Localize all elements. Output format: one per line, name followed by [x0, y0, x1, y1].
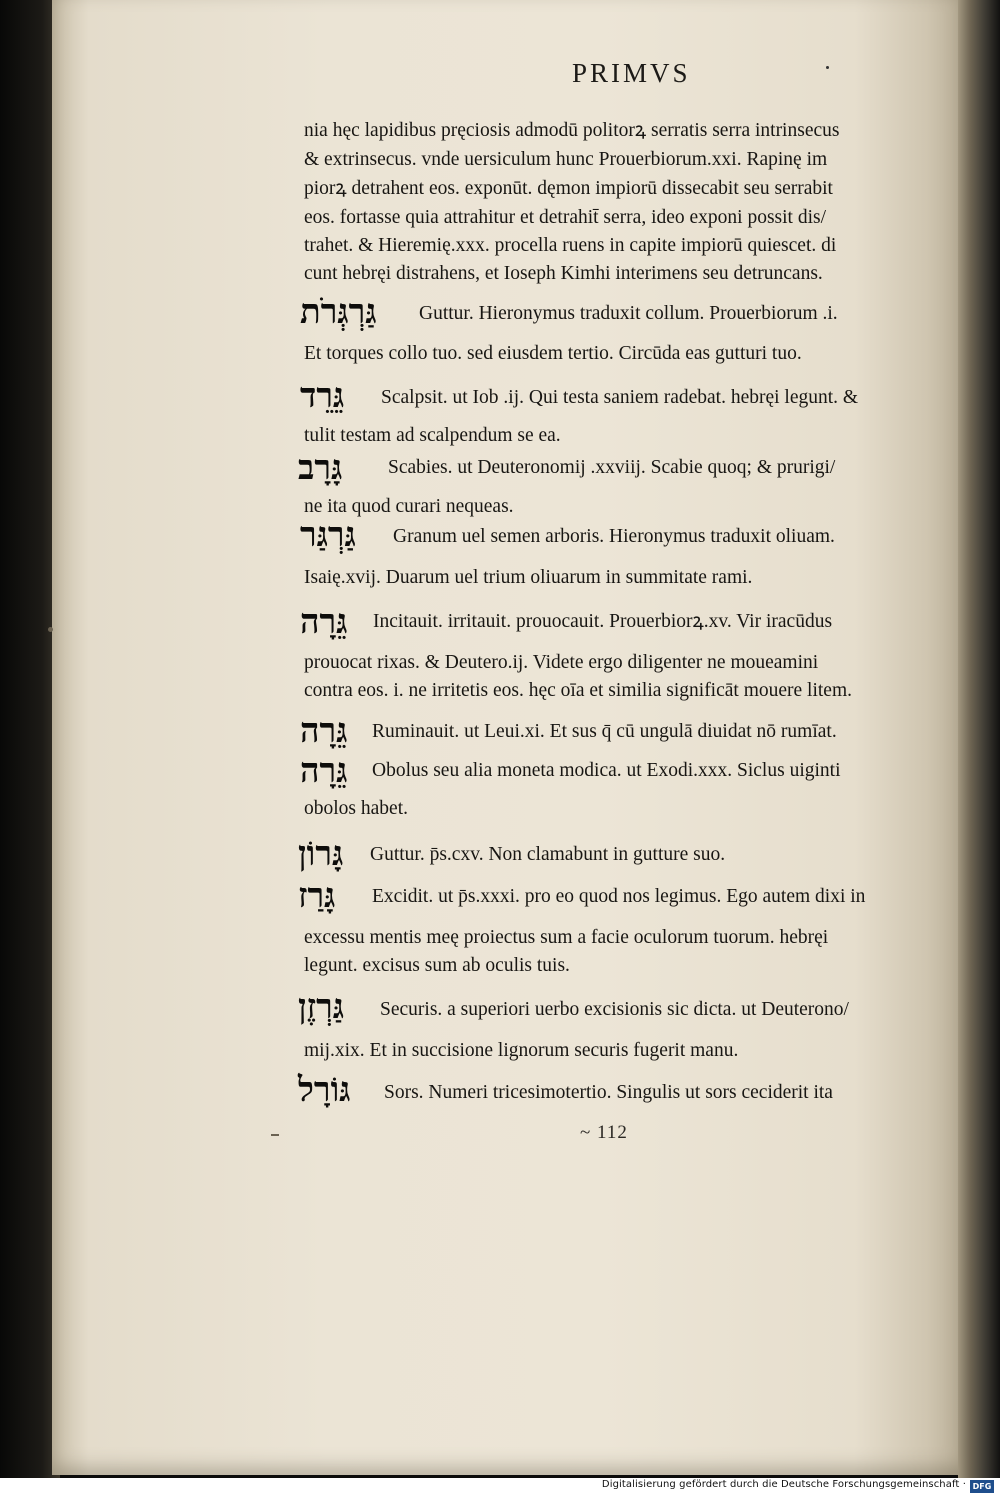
entry-line: Isaię.xvij. Duarum uel trium oliuarum in summitate rami. [304, 567, 753, 588]
hebrew-headword: גָּרַז [298, 876, 336, 916]
hebrew-headword: גֵּרֵד [300, 376, 345, 416]
entry-line: ne ita quod curari nequeas. [304, 496, 514, 517]
folio-value: 112 [597, 1122, 628, 1143]
entry-line: Guttur. p̄s.cxv. Non clamabunt in gutture suo. [370, 844, 726, 865]
hebrew-headword: גַּרְגַּר [300, 515, 356, 555]
folio-number: ~ 112 [580, 1122, 628, 1143]
entry-line: Excidit. ut p̄s.xxxi. pro eo quod nos legimus. Ego autem dixi in [372, 886, 866, 907]
entry-line: Et torques collo tuo. sed eiusdem tertio. Circūda eas gutturi tuo. [304, 343, 802, 364]
scan-right-edge [958, 0, 1000, 1480]
entry-line: Incitauit. irritauit. prouocauit. Prouerbiorꝝ.xv. Vir iracūdus [373, 611, 833, 632]
hebrew-headword: גֵּרָה [300, 711, 348, 751]
entry-line: Granum uel semen arboris. Hieronymus traduxit oliuam. [393, 526, 835, 547]
hebrew-headword: גֵּרָה [300, 751, 348, 791]
entry-line: obolos habet. [304, 798, 408, 819]
entry-line: Securis. a superiori uerbo excisionis sic dicta. ut Deuterono/ [380, 999, 849, 1020]
text-line: trahet. & Hieremię.xxx. procella ruens in capite impiorū quiescet. di [304, 235, 837, 256]
hebrew-headword: גַּרְגְּרֹת [300, 292, 377, 332]
hebrew-headword: גָּרוֹן [298, 834, 344, 874]
hebrew-headword: גַּרְזֶן [298, 987, 345, 1027]
entry-line: Guttur. Hieronymus traduxit collum. Prouerbiorum .i. [419, 303, 838, 324]
text-line: eos. fortasse quia attrahitur et detrahit̄ serra, ideo exponi possit dis/ [304, 207, 827, 228]
text-line: nia hęc lapidibus pręciosis admodū politorꝝ serratis serra intrinsecus [304, 120, 840, 141]
entry-line: contra eos. i. ne irritetis eos. hęc oīa et similia significāt mouere litem. [304, 680, 852, 701]
entry-line: legunt. excisus sum ab oculis tuis. [304, 955, 570, 976]
credit-text: Digitalisierung gefördert durch die Deutsche Forschungsgemeinschaft · [601, 1479, 966, 1490]
running-head: PRIMVS [572, 58, 691, 88]
stray-mark [271, 1134, 279, 1136]
stray-mark [48, 627, 53, 632]
entry-line: tulit testam ad scalpendum se ea. [304, 425, 561, 446]
hebrew-headword: גּוֹרָל [298, 1070, 351, 1110]
entry-line: Scabies. ut Deuteronomij .xxviij. Scabie quoq; & prurigi/ [388, 457, 836, 478]
credit-bar [0, 1478, 1000, 1496]
entry-line: Sors. Numeri tricesimotertio. Singulis ut sors ceciderit ita [384, 1082, 833, 1103]
dfg-logo: DFG [970, 1480, 994, 1493]
entry-line: mij.xix. Et in succisione lignorum securis fugerit manu. [304, 1040, 739, 1061]
scan-left-edge [0, 0, 60, 1480]
hebrew-headword: גָּרָב [298, 448, 343, 488]
entry-line: Obolus seu alia moneta modica. ut Exodi.xxx. Siclus uiginti [372, 760, 841, 781]
entry-line: excessu mentis meę proiectus sum a facie oculorum tuorum. hebręi [304, 927, 829, 948]
entry-line: Scalpsit. ut Iob .ij. Qui testa saniem radebat. hebręi legunt. & [381, 387, 859, 408]
entry-line: prouocat rixas. & Deutero.ij. Videte ergo diligenter ne moueamini [304, 652, 819, 673]
hebrew-headword: גֵּרָה [300, 602, 348, 642]
ornament-dot [826, 66, 829, 69]
text-line: cunt hebręi distrahens, et Ioseph Kimhi interimens seu detruncans. [304, 263, 823, 284]
entry-line: Ruminauit. ut Leui.xi. Et sus q̄ cū ungulā diuidat nō rumīat. [372, 721, 837, 742]
text-line: piorꝝ detrahent eos. exponūt. dęmon impiorū dissecabit seu serrabit [304, 178, 833, 199]
text-line: & extrinsecus. vnde uersiculum hunc Prouerbiorum.xxi. Rapinę im [304, 149, 828, 170]
